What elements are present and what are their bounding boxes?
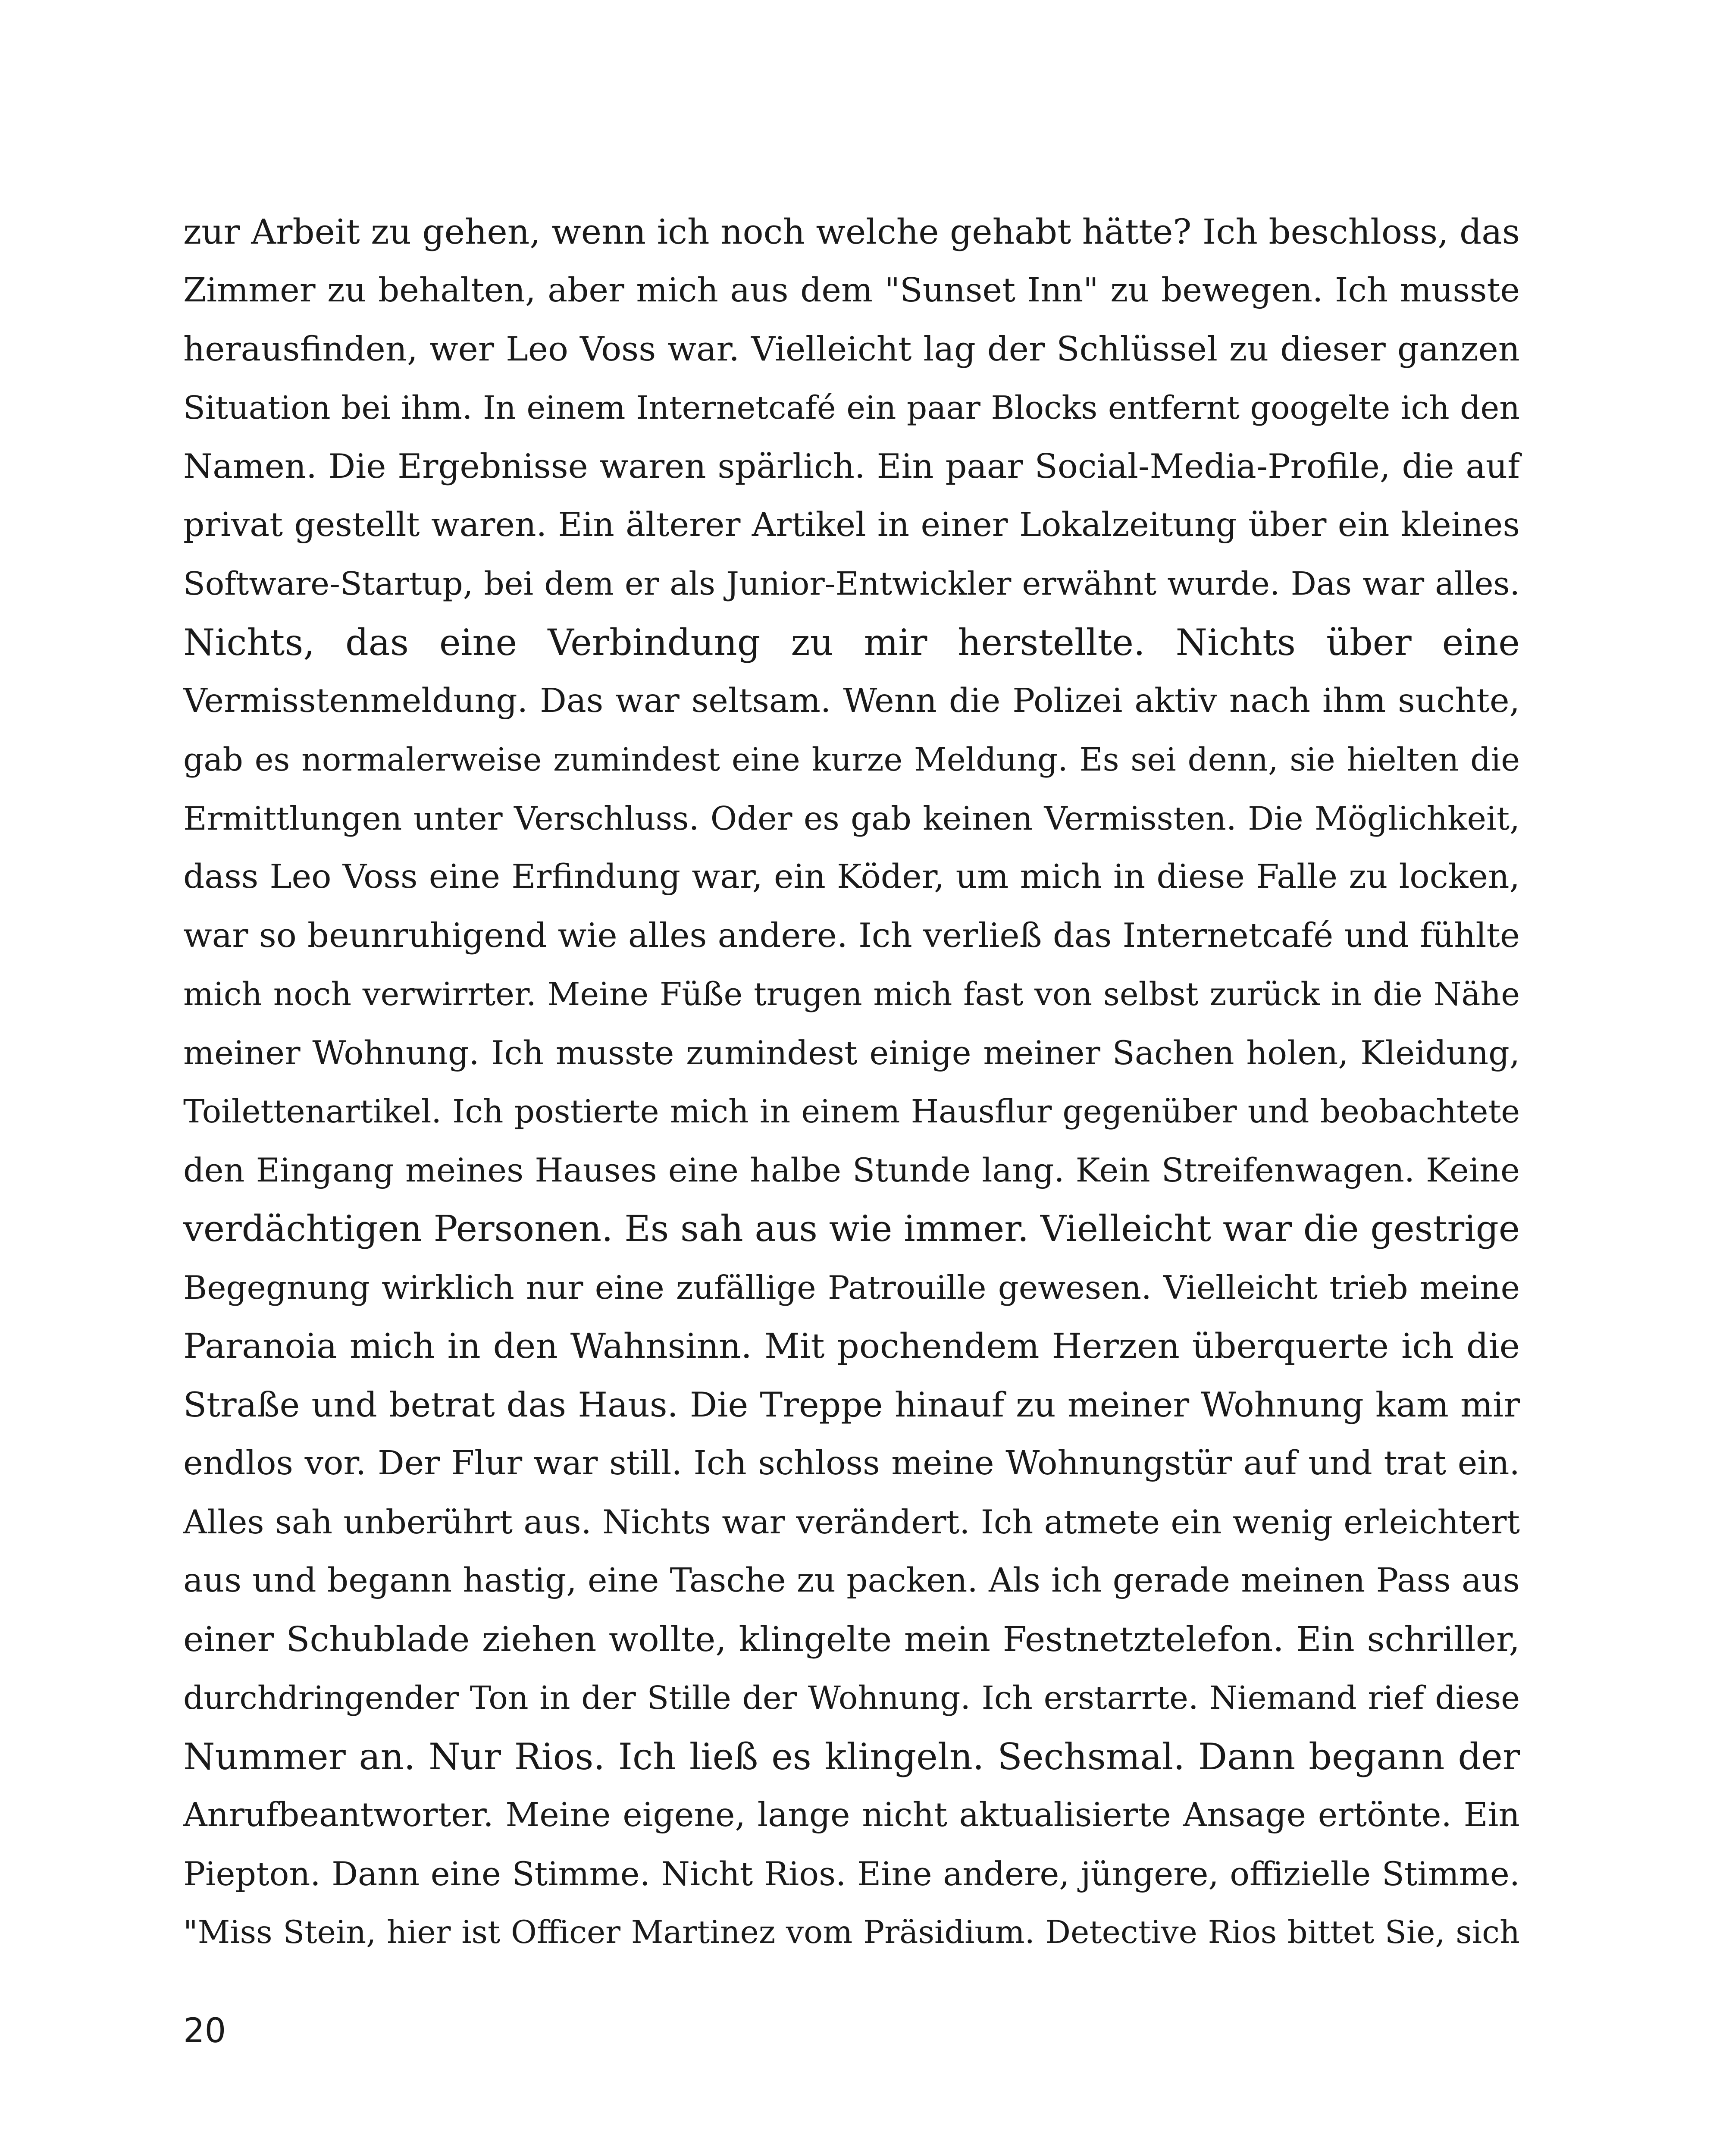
- text-line: meiner Wohnung. Ich musste zumindest einige meiner Sachen holen, Kleidung,: [183, 1034, 1520, 1072]
- text-line: Piepton. Dann eine Stimme. Nicht Rios. Eine andere, jüngere, offizielle Stimme.: [183, 1855, 1520, 1893]
- text-line: Alles sah unberührt aus. Nichts war verändert. Ich atmete ein wenig erleichtert: [183, 1503, 1520, 1541]
- text-line: einer Schublade ziehen wollte, klingelte mein Festnetztelefon. Ein schriller,: [183, 1619, 1520, 1659]
- text-line: durchdringender Ton in der Stille der Wohnung. Ich erstarrte. Niemand rief diese: [183, 1680, 1520, 1717]
- text-line: war so beunruhigend wie alles andere. Ich verließ das Internetcafé und fühlte: [183, 916, 1520, 955]
- text-line: den Eingang meines Hauses eine halbe Stunde lang. Kein Streifenwagen. Keine: [183, 1151, 1520, 1189]
- text-line: "Miss Stein, hier ist Officer Martinez vom Präsidium. Detective Rios bittet Sie, sich: [183, 1914, 1520, 1951]
- text-line: Toilettenartikel. Ich postierte mich in einem Hausflur gegenüber und beobachtete: [183, 1093, 1520, 1130]
- text-line: Vermisstenmeldung. Das war seltsam. Wenn die Polizei aktiv nach ihm suchte,: [183, 682, 1520, 720]
- text-line: aus und begann hastig, eine Tasche zu packen. Als ich gerade meinen Pass aus: [183, 1561, 1520, 1600]
- text-line: privat gestellt waren. Ein älterer Artikel in einer Lokalzeitung über ein kleines: [183, 506, 1520, 544]
- page-number: 20: [183, 2012, 226, 2050]
- text-line: Paranoia mich in den Wahnsinn. Mit pochendem Herzen überquerte ich die: [183, 1326, 1520, 1366]
- text-line: Zimmer zu behalten, aber mich aus dem "Sunset Inn" zu bewegen. Ich musste: [183, 271, 1520, 310]
- body-text: [183, 203, 1520, 1962]
- text-line: Nichts, das eine Verbindung zu mir herstellte. Nichts über eine: [183, 621, 1520, 664]
- text-line: Begegnung wirklich nur eine zufällige Patrouille gewesen. Vielleicht trieb meine: [183, 1269, 1520, 1307]
- text-line: Nummer an. Nur Rios. Ich ließ es klingeln. Sechsmal. Dann begann der: [183, 1736, 1520, 1778]
- text-line: zur Arbeit zu gehen, wenn ich noch welche gehabt hätte? Ich beschloss, das: [183, 212, 1520, 252]
- text-line: herausfinden, wer Leo Voss war. Vielleicht lag der Schlüssel zu dieser ganzen: [183, 330, 1520, 369]
- text-line: Straße und betrat das Haus. Die Treppe hinauf zu meiner Wohnung kam mir: [183, 1385, 1520, 1425]
- text-line: Situation bei ihm. In einem Internetcafé ein paar Blocks entfernt googelte ich den: [183, 389, 1520, 426]
- text-line: dass Leo Voss eine Erfindung war, ein Köder, um mich in diese Falle zu locken,: [183, 858, 1520, 896]
- text-line: Namen. Die Ergebnisse waren spärlich. Ein paar Social-Media-Profile, die auf: [183, 447, 1520, 486]
- text-line: mich noch verwirrter. Meine Füße trugen mich fast von selbst zurück in die Nähe: [183, 976, 1520, 1013]
- text-line: Software-Startup, bei dem er als Junior-Entwickler erwähnt wurde. Das war alles.: [183, 565, 1520, 602]
- text-line: verdächtigen Personen. Es sah aus wie immer. Vielleicht war die gestrige: [183, 1208, 1520, 1250]
- text-line: endlos vor. Der Flur war still. Ich schloss meine Wohnungstür auf und trat ein.: [183, 1444, 1520, 1482]
- text-line: Ermittlungen unter Verschluss. Oder es gab keinen Vermissten. Die Möglichkeit,: [183, 799, 1520, 837]
- text-line: gab es normalerweise zumindest eine kurze Meldung. Es sei denn, sie hielten die: [183, 741, 1520, 778]
- text-line: Anrufbeantworter. Meine eigene, lange nicht aktualisierte Ansage ertönte. Ein: [183, 1796, 1520, 1834]
